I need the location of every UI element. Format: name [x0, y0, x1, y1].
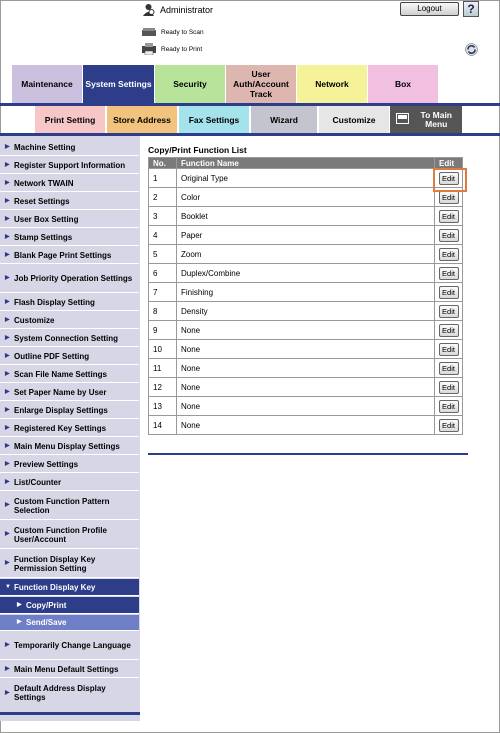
triangle-right-icon: ▶ — [5, 424, 10, 431]
table-row — [149, 169, 463, 188]
table-row — [149, 207, 463, 226]
edit-cell — [435, 207, 463, 226]
edit-button[interactable]: Edit — [439, 381, 459, 394]
triangle-down-icon: ▼ — [5, 583, 11, 590]
edit-cell — [435, 283, 463, 302]
tab-network[interactable]: Network — [297, 65, 367, 103]
triangle-right-icon: ▶ — [5, 388, 10, 395]
edit-cell — [435, 245, 463, 264]
function-name: Booklet — [177, 207, 435, 226]
row-number: 9 — [149, 321, 177, 340]
tab-maintenance[interactable]: Maintenance — [12, 65, 82, 103]
row-number: 3 — [149, 207, 177, 226]
subtab-wizard[interactable]: Wizard — [251, 106, 317, 133]
function-name: None — [177, 321, 435, 340]
table-row — [149, 321, 463, 340]
edit-button[interactable]: Edit — [439, 248, 459, 261]
function-name: Zoom — [177, 245, 435, 264]
triangle-right-icon: ▶ — [5, 560, 10, 566]
row-number: 11 — [149, 359, 177, 378]
triangle-right-icon: ▶ — [5, 442, 10, 449]
main-bottom-line — [148, 453, 468, 455]
edit-button[interactable]: Edit — [439, 343, 459, 356]
sidebar-item-send-save[interactable]: ▶ Send/Save — [0, 615, 139, 631]
print-status: Ready to Print — [161, 46, 203, 53]
sidebar-item-customize[interactable]: ▶ Customize — [0, 312, 139, 329]
edit-cell — [435, 378, 463, 397]
sidebar-item-register-support-information[interactable]: ▶ Register Support Information — [0, 157, 139, 174]
subtab-customize[interactable]: Customize — [319, 106, 389, 133]
sidebar-item-network-twain[interactable]: ▶ Network TWAIN — [0, 175, 139, 192]
tab-user-auth-account-track[interactable]: User Auth/Account Track — [226, 65, 296, 103]
table-row — [149, 245, 463, 264]
table-row — [149, 378, 463, 397]
table-row — [149, 302, 463, 321]
table-header-row — [149, 158, 463, 169]
table-row — [149, 264, 463, 283]
sidebar-item-function-display-key-permission[interactable]: ▶ Function Display Key Permission Setting — [0, 550, 139, 578]
administrator-icon — [142, 3, 155, 16]
triangle-right-icon: ▶ — [5, 478, 10, 485]
sidebar-item-copy-print[interactable]: ▶ Copy/Print — [0, 597, 139, 614]
edit-button[interactable]: Edit — [439, 324, 459, 337]
row-number: 10 — [149, 340, 177, 359]
sidebar-item-default-address-display-settings[interactable]: ▶ Default Address Display Settings — [5, 684, 106, 702]
tab-security[interactable]: Security — [155, 65, 225, 103]
function-name: Color — [177, 188, 435, 207]
triangle-right-icon: ▶ — [5, 298, 10, 305]
triangle-right-icon: ▶ — [5, 161, 10, 168]
sidebar-item-list-counter[interactable]: ▶ List/Counter — [0, 474, 139, 491]
sidebar-item-outline-pdf-setting[interactable]: ▶ Outline PDF Setting — [0, 348, 139, 365]
edit-button[interactable]: Edit — [439, 305, 459, 318]
sidebar-item-registered-key-settings[interactable]: ▶ Registered Key Settings — [0, 420, 139, 437]
edit-cell — [435, 397, 463, 416]
triangle-right-icon: ▶ — [5, 251, 10, 258]
triangle-right-icon: ▶ — [5, 143, 10, 150]
row-number: 4 — [149, 226, 177, 245]
tab-box[interactable]: Box — [368, 65, 438, 103]
sidebar-item-main-menu-default-settings[interactable]: ▶ Main Menu Default Settings — [0, 661, 139, 678]
row-number: 1 — [149, 169, 177, 188]
function-name: None — [177, 397, 435, 416]
table-row — [149, 226, 463, 245]
tab-system-settings[interactable]: System Settings — [83, 65, 154, 103]
function-name: Finishing — [177, 283, 435, 302]
edit-button[interactable]: Edit — [439, 172, 459, 185]
scanner-icon — [142, 27, 156, 37]
sidebar-item-main-menu-display-settings[interactable]: ▶ Main Menu Display Settings — [0, 438, 139, 455]
row-number: 2 — [149, 188, 177, 207]
sidebar-item-stamp-settings[interactable]: ▶ Stamp Settings — [0, 229, 139, 246]
function-name: Paper — [177, 226, 435, 245]
edit-button[interactable]: Edit — [439, 210, 459, 223]
row-number: 14 — [149, 416, 177, 435]
sidebar-item-enlarge-display-settings[interactable]: ▶ Enlarge Display Settings — [0, 402, 139, 419]
row-number: 13 — [149, 397, 177, 416]
sidebar-item-reset-settings[interactable]: ▶ Reset Settings — [0, 193, 139, 210]
triangle-right-icon: ▶ — [5, 316, 10, 323]
column-header-edit: Edit — [435, 158, 463, 169]
page-title: Copy/Print Function List — [148, 145, 247, 155]
triangle-right-icon: ▶ — [5, 531, 10, 537]
scan-status: Ready to Scan — [161, 29, 204, 36]
triangle-right-icon: ▶ — [17, 619, 22, 625]
edit-button[interactable]: Edit — [439, 362, 459, 375]
triangle-right-icon: ▶ — [5, 233, 10, 240]
sidebar-bottom-line — [0, 712, 140, 715]
triangle-right-icon: ▶ — [17, 601, 22, 608]
sidebar-item-machine-setting[interactable]: ▶ Machine Setting — [0, 139, 139, 156]
edit-button[interactable]: Edit — [439, 400, 459, 413]
function-name: None — [177, 378, 435, 397]
triangle-right-icon: ▶ — [5, 642, 10, 648]
row-number: 8 — [149, 302, 177, 321]
table-row — [149, 188, 463, 207]
subtab-store-address[interactable]: Store Address — [107, 106, 177, 133]
function-table — [148, 157, 463, 435]
function-name: Duplex/Combine — [177, 264, 435, 283]
printer-icon — [142, 43, 156, 55]
edit-button[interactable]: Edit — [439, 267, 459, 280]
function-name: Density — [177, 302, 435, 321]
sidebar-item-blank-page-print-settings[interactable]: ▶ Blank Page Print Settings — [0, 247, 139, 264]
row-number: 7 — [149, 283, 177, 302]
main-menu-icon — [396, 113, 409, 124]
table-row — [149, 416, 463, 435]
triangle-right-icon: ▶ — [5, 334, 10, 341]
triangle-right-icon: ▶ — [5, 179, 10, 186]
subtab-to-main-menu[interactable]: To Main Menu — [390, 106, 462, 133]
triangle-right-icon: ▶ — [5, 460, 10, 467]
triangle-right-icon: ▶ — [5, 406, 10, 413]
function-name: None — [177, 359, 435, 378]
edit-button[interactable]: Edit — [439, 191, 459, 204]
table-row — [149, 397, 463, 416]
row-number: 5 — [149, 245, 177, 264]
sidebar-item-job-priority-operation-settings[interactable]: ▶ Job Priority Operation Settings — [0, 265, 139, 293]
triangle-right-icon: ▶ — [5, 370, 10, 377]
row-number: 12 — [149, 378, 177, 397]
edit-button[interactable]: Edit — [439, 229, 459, 242]
edit-cell — [435, 264, 463, 283]
sidebar-item-user-box-setting[interactable]: ▶ User Box Setting — [0, 211, 139, 228]
edit-cell — [435, 226, 463, 245]
help-button[interactable]: ? — [463, 1, 479, 17]
sidebar-item-system-connection-setting[interactable]: ▶ System Connection Setting — [0, 330, 139, 347]
sidebar-item-set-paper-name-by-user[interactable]: ▶ Set Paper Name by User — [0, 384, 139, 401]
edit-cell — [435, 416, 463, 435]
triangle-right-icon: ▶ — [5, 689, 10, 696]
sidebar-item-custom-function-pattern-selection[interactable]: ▶ Custom Function Pattern Selection — [0, 492, 139, 520]
row-number: 6 — [149, 264, 177, 283]
sidebar-item-scan-file-name-settings[interactable]: ▶ Scan File Name Settings — [0, 366, 139, 383]
column-header-no: No. — [149, 158, 177, 169]
triangle-right-icon: ▶ — [5, 215, 10, 222]
table-row — [149, 283, 463, 302]
logout-button[interactable]: Logout — [400, 2, 459, 16]
function-name: None — [177, 340, 435, 359]
edit-cell — [435, 340, 463, 359]
edit-cell — [435, 321, 463, 340]
triangle-right-icon: ▶ — [5, 502, 10, 508]
edit-cell — [435, 359, 463, 378]
user-label: Administrator — [160, 5, 214, 15]
triangle-right-icon: ▶ — [5, 665, 10, 672]
triangle-right-icon: ▶ — [5, 197, 10, 204]
function-name: None — [177, 416, 435, 435]
subtab-fax-settings[interactable]: Fax Settings — [179, 106, 249, 133]
sidebar-item-custom-function-profile[interactable]: ▶ Custom Function Profile User/Account — [0, 521, 139, 549]
column-header-function-name: Function Name — [177, 158, 435, 169]
sidebar-item-temporarily-change-language[interactable]: ▶ Temporarily Change Language — [0, 632, 139, 660]
sidebar-item-flash-display-setting[interactable]: ▶ Flash Display Setting — [0, 294, 139, 311]
subtab-print-setting[interactable]: Print Setting — [35, 106, 105, 133]
triangle-right-icon: ▶ — [5, 352, 10, 359]
triangle-right-icon: ▶ — [5, 275, 10, 281]
sidebar-item-function-display-key[interactable]: ▼ Function Display Key — [0, 579, 139, 596]
sidebar-item-preview-settings[interactable]: ▶ Preview Settings — [0, 456, 139, 473]
table-row — [149, 359, 463, 378]
refresh-icon[interactable] — [465, 43, 478, 56]
edit-highlight-frame — [433, 168, 467, 192]
edit-button[interactable]: Edit — [439, 286, 459, 299]
edit-button[interactable]: Edit — [439, 419, 459, 432]
table-row — [149, 340, 463, 359]
edit-cell — [435, 302, 463, 321]
function-name: Original Type — [177, 169, 435, 188]
